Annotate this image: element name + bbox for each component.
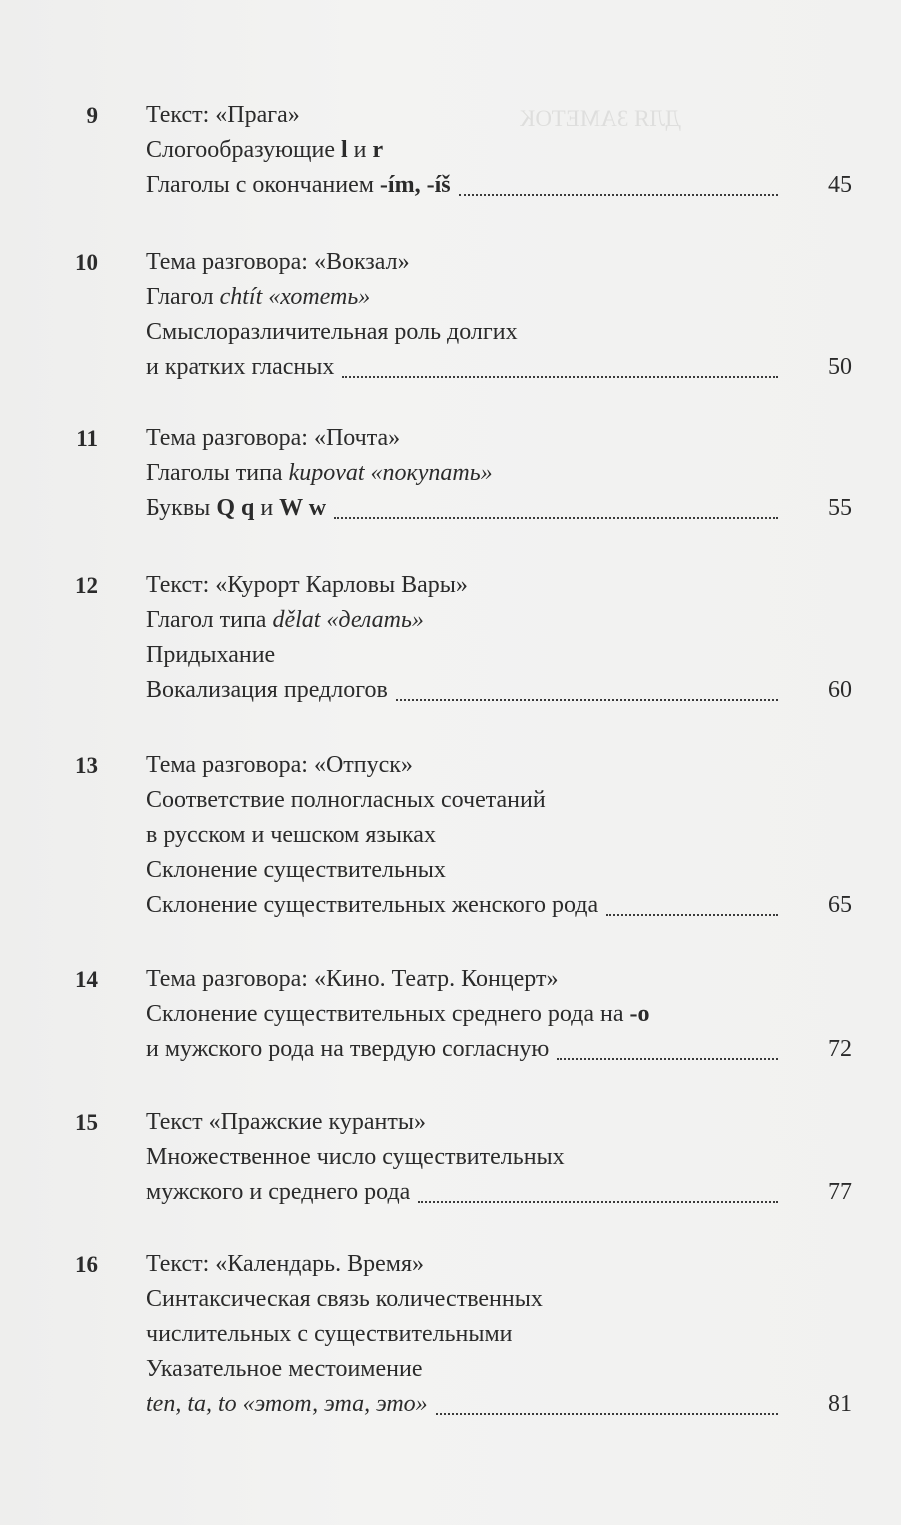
dot-leader (334, 517, 778, 519)
topic-text (146, 495, 326, 521)
topic-segment: Склонение существительных женского рода (146, 892, 599, 918)
topic-segment: Синтаксическая связь количественных (146, 1286, 543, 1312)
topic-segment: Указательное местоимение (146, 1356, 423, 1382)
topic-line (146, 133, 806, 168)
topic-segment: r (372, 137, 384, 163)
topic-text (146, 1144, 565, 1170)
topic-text (146, 249, 410, 275)
topic-text (146, 354, 334, 380)
topic-segment: Смыслоразличительная роль долгих (146, 319, 518, 345)
dot-leader (436, 1413, 778, 1415)
topic-text (146, 1109, 426, 1135)
dot-leader (606, 914, 778, 916)
topic-text (146, 607, 424, 633)
page-number: 77 (828, 1179, 852, 1205)
topic-text (146, 642, 275, 668)
topic-line (146, 853, 806, 888)
lesson-number: 14 (75, 967, 98, 992)
topic-line (146, 350, 806, 385)
page-number: 60 (828, 677, 852, 703)
topic-text (146, 1321, 513, 1347)
topic-line (146, 1247, 806, 1282)
topic-segment: Глаголы типа (146, 460, 289, 486)
topic-segment: Склонение существительных среднего рода на (146, 1001, 630, 1027)
topic-segment: kupovat «покупать» (288, 460, 493, 486)
topic-segment: chtít «хотеть» (219, 284, 371, 310)
lesson-topics (146, 421, 806, 526)
topic-text (146, 1036, 549, 1062)
topic-line (146, 673, 806, 708)
topic-text (146, 137, 383, 163)
topic-line (146, 1387, 806, 1422)
topic-segment: Глаголы с окончанием (146, 172, 380, 198)
topic-line (146, 491, 806, 526)
topic-segment: Текст: «Курорт Карловы Вары» (146, 572, 468, 598)
topic-line (146, 1175, 806, 1210)
topic-segment: Текст: «Календарь. Время» (146, 1251, 424, 1277)
dot-leader (459, 194, 778, 196)
topic-line (146, 168, 806, 203)
topic-segment: Тема разговора: «Кино. Театр. Концерт» (146, 966, 559, 992)
topic-line (146, 638, 806, 673)
lesson-topics (146, 245, 806, 385)
topic-segment: Тема разговора: «Вокзал» (146, 249, 410, 275)
lesson-number: 10 (75, 250, 98, 275)
topic-text (146, 1251, 424, 1277)
topic-line (146, 1140, 806, 1175)
topic-text (146, 172, 451, 198)
lesson-number: 13 (75, 753, 98, 778)
topic-segment: Глагол типа (146, 607, 273, 633)
topic-line (146, 748, 806, 783)
topic-segment: числительных с существительными (146, 1321, 513, 1347)
topic-text (146, 857, 446, 883)
page-number: 55 (828, 495, 852, 521)
topic-line (146, 1352, 806, 1387)
lesson-number: 16 (75, 1252, 98, 1277)
topic-segment: -ím, -íš (379, 172, 451, 198)
topic-text (146, 1001, 650, 1027)
topic-segment: и (254, 495, 280, 521)
topic-segment: Придыхание (146, 642, 276, 668)
topic-line (146, 1282, 806, 1317)
topic-segment: Склонение существительных (146, 857, 446, 883)
topic-text (146, 787, 546, 813)
topic-segment: W w (279, 495, 327, 521)
topic-line (146, 962, 806, 997)
topic-segment: ten, ta, to «этот, эта, это» (146, 1391, 428, 1417)
dot-leader (418, 1201, 778, 1203)
lesson-topics (146, 568, 806, 708)
lesson-number: 11 (76, 426, 98, 451)
topic-segment: -o (629, 1001, 650, 1027)
topic-line (146, 421, 806, 456)
page-number: 65 (828, 892, 852, 918)
topic-text (146, 319, 518, 345)
topic-segment: в русском и чешском языках (146, 822, 436, 848)
topic-line (146, 1032, 806, 1067)
topic-segment: Слогообразующие (146, 137, 341, 163)
lesson-topics (146, 748, 806, 923)
topic-line (146, 280, 806, 315)
page-number: 45 (828, 172, 852, 198)
topic-segment: dělat «делать» (272, 607, 424, 633)
topic-line (146, 888, 806, 923)
topic-segment: и мужского рода на твердую согласную (146, 1036, 550, 1062)
lesson-topics (146, 962, 806, 1067)
topic-line (146, 315, 806, 350)
lesson-topics (146, 1105, 806, 1210)
dot-leader (396, 699, 778, 701)
dot-leader (557, 1058, 778, 1060)
topic-text (146, 1286, 543, 1312)
topic-text (146, 966, 558, 992)
topic-text (146, 572, 468, 598)
topic-segment: Соответствие полногласных сочетаний (146, 787, 546, 813)
page-number: 81 (828, 1391, 852, 1417)
topic-segment: Текст: «Прага» (146, 102, 300, 128)
topic-text (146, 1179, 410, 1205)
topic-text (146, 1391, 428, 1417)
page-number: 50 (828, 354, 852, 380)
topic-text (146, 1356, 422, 1382)
topic-segment: Q q (216, 495, 255, 521)
topic-segment: Тема разговора: «Почта» (146, 425, 401, 451)
topic-text (146, 892, 598, 918)
topic-line (146, 568, 806, 603)
lesson-number: 12 (75, 573, 98, 598)
topic-text (146, 102, 300, 128)
topic-line (146, 98, 806, 133)
topic-line (146, 997, 806, 1032)
topic-line (146, 456, 806, 491)
topic-line (146, 1105, 806, 1140)
topic-segment: Тема разговора: «Отпуск» (146, 752, 413, 778)
topic-text (146, 425, 400, 451)
topic-line (146, 245, 806, 280)
topic-segment: Текст «Пражские куранты» (146, 1109, 426, 1135)
topic-segment: мужского и среднего рода (146, 1179, 411, 1205)
lesson-topics (146, 1247, 806, 1422)
topic-text (146, 822, 436, 848)
topic-line (146, 1317, 806, 1352)
topic-text (146, 460, 493, 486)
lesson-number: 9 (86, 103, 98, 128)
topic-text (146, 677, 388, 703)
topic-text (146, 284, 370, 310)
topic-segment: l (340, 137, 348, 163)
topic-line (146, 603, 806, 638)
topic-segment: Вокализация предлогов (146, 677, 388, 703)
topic-text (146, 752, 413, 778)
dot-leader (342, 376, 778, 378)
lesson-number: 15 (75, 1110, 98, 1135)
topic-segment: Глагол (146, 284, 220, 310)
topic-line (146, 818, 806, 853)
topic-segment: и кратких гласных (146, 354, 335, 380)
topic-segment: Буквы (146, 495, 217, 521)
page-number: 72 (828, 1036, 852, 1062)
topic-line (146, 783, 806, 818)
lesson-topics (146, 98, 806, 203)
topic-segment: Множественное число существительных (146, 1144, 565, 1170)
show-through-text: ДЛЯ ЗАМЕТОК (520, 106, 681, 131)
topic-segment: и (347, 137, 373, 163)
